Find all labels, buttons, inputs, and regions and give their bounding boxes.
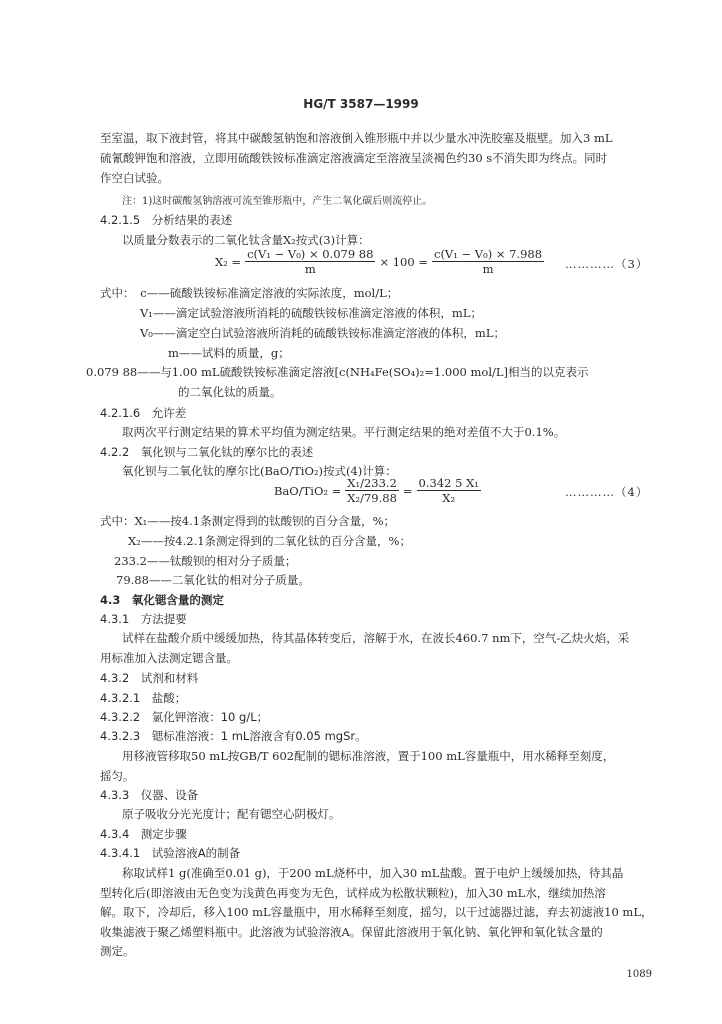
denominator: X₂	[442, 491, 456, 505]
equation-fraction	[432, 247, 544, 276]
page-number: 1089	[626, 969, 652, 980]
section-heading: 4.3.4 测定步骤	[100, 827, 187, 841]
paragraph-line: 至室温，取下液封管，将其中碳酸氢钠饱和溶液倒入锥形瓶中并以少量水冲洗胶塞及瓶壁。加入3 mL	[100, 131, 613, 145]
symbol-definition: V₀——滴定空白试验溶液所消耗的硫酸铁铵标准滴定溶液的体积，mL；	[140, 326, 505, 340]
paragraph-line: 取两次平行测定结果的算术平均值为测定结果。平行测定结果的绝对差值不大于0.1%。	[122, 425, 566, 439]
paragraph-line: 作空白试验。	[100, 171, 169, 185]
paragraph-line: 测定。	[100, 944, 135, 958]
paragraph-line: 摇匀。	[100, 769, 135, 783]
section-heading: 4.2.1.6 允许差	[100, 406, 187, 420]
numerator: 0.342 5 X₁	[418, 476, 479, 490]
equation-operator: =	[402, 483, 413, 498]
section-heading: 4.3.4.1 试验溶液A的制备	[100, 846, 241, 860]
equation-4	[274, 476, 481, 505]
numerator: c(V₁ − V₀) × 7.988	[434, 247, 543, 261]
equation-fraction	[417, 476, 481, 505]
symbol-definition: 233.2——钛酸钡的相对分子质量；	[114, 554, 297, 568]
equation-3	[215, 247, 544, 276]
numerator: c(V₁ − V₀) × 0.079 88	[247, 247, 374, 261]
denominator: m	[304, 262, 316, 276]
equation-lhs: X₂ =	[215, 254, 242, 269]
symbol-definition: 式中：X₁——按4.1条测定得到的钛酸钡的百分含量，%；	[100, 514, 396, 528]
denominator: X₂/79.88	[347, 491, 397, 505]
numerator: X₁/233.2	[347, 476, 397, 490]
section-heading: 4.2.2 氧化钡与二氧化钛的摩尔比的表述	[100, 445, 314, 459]
symbol-definition: m——试料的质量，g；	[168, 346, 290, 360]
section-heading: 4.3.3 仪器、设备	[100, 788, 199, 802]
footnote: 注：1)这时碳酸氢钠溶液可流至锥形瓶中，产生二氧化碳后则流停止。	[122, 196, 433, 207]
equation-number: …………（3）	[565, 257, 649, 271]
equation-fraction	[345, 476, 399, 505]
paragraph-line: 用标准加入法测定锶含量。	[100, 651, 238, 665]
paragraph-line: 收集滤液于聚乙烯塑料瓶中。此溶液为试验溶液A。保留此溶液用于氧化钠、氧化钾和氧化钛含量的	[100, 925, 603, 939]
section-heading: 4.3 氧化锶含量的测定	[100, 593, 224, 607]
paragraph-line: 原子吸收分光光度计；配有锶空心阴极灯。	[122, 807, 341, 821]
paragraph-line: 解。取下，冷却后，移入100 mL容量瓶中，用水稀释至刻度，摇匀，以干过滤器过滤，弃去初滤液10 mL，	[100, 905, 653, 919]
paragraph-line: 型转化后(即溶液由无色变为浅黄色再变为无色，试样成为松散状颗粒)，加入30 mL水，继续加热溶	[100, 886, 606, 900]
section-heading: 4.3.2.2 氯化钾溶液：10 g/L；	[100, 710, 269, 724]
paragraph-line: 试样在盐酸介质中缓缓加热，待其晶体转变后，溶解于水，在波长460.7 nm下，空气-乙炔火焰，采	[122, 631, 630, 645]
symbol-definition: X₂——按4.2.1条测定得到的二氧化钛的百分含量，%；	[128, 534, 411, 548]
equation-operator: × 100 =	[379, 254, 428, 269]
section-heading: 4.3.2.3 锶标准溶液：1 mL溶液含有0.05 mgSr。	[100, 729, 367, 743]
document-header: HG/T 3587—1999	[303, 97, 419, 111]
equation-fraction	[245, 247, 375, 276]
section-heading: 4.3.2 试剂和材料	[100, 671, 199, 685]
symbol-definition: 的二氧化钛的质量。	[178, 385, 282, 399]
paragraph-line: 硫氰酸钾饱和溶液，立即用硫酸铁铵标准滴定溶液滴定至溶液呈淡褐色约30 s不消失即为终点。同时	[100, 151, 608, 165]
equation-number: …………（4）	[565, 485, 649, 499]
symbol-definition: 0.079 88——与1.00 mL硫酸铁铵标准滴定溶液[c(NH₄Fe(SO₄)₂=1.000 mol/L]相当的以克表示	[86, 365, 589, 379]
paragraph-line: 用移液管移取50 mL按GB/T 602配制的锶标准溶液，置于100 mL容量瓶中，用水稀释至刻度，	[122, 749, 615, 763]
section-heading: 4.3.1 方法提要	[100, 612, 187, 626]
symbol-definition: 79.88——二氧化钛的相对分子质量。	[116, 573, 310, 587]
paragraph-line: 氧化钡与二氧化钛的摩尔比(BaO/TiO₂)按式(4)计算：	[122, 464, 397, 478]
equation-lhs: BaO/TiO₂ =	[274, 483, 342, 498]
symbol-definition: V₁——滴定试验溶液所消耗的硫酸铁铵标准滴定溶液的体积，mL；	[140, 306, 482, 320]
section-heading: 4.3.2.1 盐酸；	[100, 691, 187, 705]
paragraph-line: 称取试样1 g(准确至0.01 g)，于200 mL烧杯中，加入30 mL盐酸。置于电炉上缓缓加热，待其晶	[122, 866, 624, 880]
paragraph-line: 以质量分数表示的二氧化钛含量X₂按式(3)计算：	[122, 233, 370, 247]
symbol-definition: 式中： c——硫酸铁铵标准滴定溶液的实际浓度，mol/L；	[100, 286, 399, 300]
denominator: m	[482, 262, 494, 276]
section-heading: 4.2.1.5 分析结果的表述	[100, 213, 233, 227]
